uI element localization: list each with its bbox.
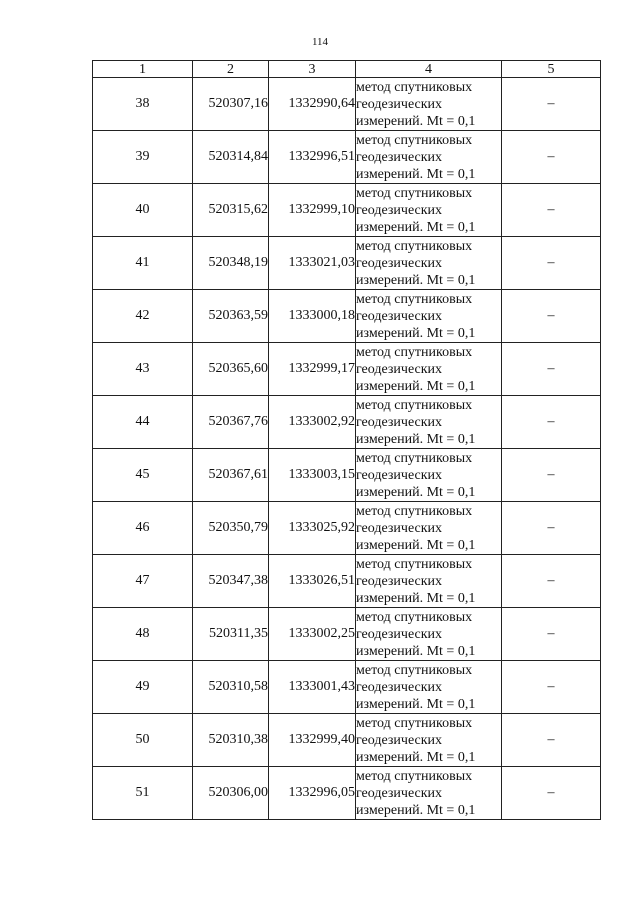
y-coordinate-cell: 1333026,51 xyxy=(269,555,356,608)
y-coordinate-cell: 1333003,15 xyxy=(269,449,356,502)
table-row xyxy=(93,714,601,767)
method-text-line: геодезических xyxy=(356,732,443,748)
column-5-cell: – xyxy=(502,290,601,343)
method-text-line: геодезических xyxy=(356,255,443,271)
column-5-cell: – xyxy=(502,396,601,449)
method-text-line: метод спутниковых xyxy=(356,291,473,307)
method-text-line: геодезических xyxy=(356,573,443,589)
x-coordinate-cell: 520310,58 xyxy=(193,661,269,714)
method-text-line: метод спутниковых xyxy=(356,768,473,784)
method-text-line: геодезических xyxy=(356,149,443,165)
method-text-line: метод спутниковых xyxy=(356,662,473,678)
method-text-line: измерений. Mt = 0,1 xyxy=(356,113,476,129)
method-text-line: геодезических xyxy=(356,361,443,377)
x-coordinate-cell: 520347,38 xyxy=(193,555,269,608)
method-text-line: измерений. Mt = 0,1 xyxy=(356,484,476,500)
method-text-line: измерений. Mt = 0,1 xyxy=(356,219,476,235)
column-5-cell: – xyxy=(502,449,601,502)
point-number-cell: 45 xyxy=(93,449,193,502)
point-number-cell: 48 xyxy=(93,608,193,661)
method-cell xyxy=(356,184,502,237)
x-coordinate-cell: 520365,60 xyxy=(193,343,269,396)
y-coordinate-cell: 1332996,05 xyxy=(269,767,356,820)
x-coordinate-cell: 520314,84 xyxy=(193,131,269,184)
method-text-line: измерений. Mt = 0,1 xyxy=(356,325,476,341)
point-number-cell: 42 xyxy=(93,290,193,343)
column-5-cell: – xyxy=(502,661,601,714)
x-coordinate-cell: 520310,38 xyxy=(193,714,269,767)
method-cell xyxy=(356,502,502,555)
method-cell xyxy=(356,767,502,820)
column-header-2: 2 xyxy=(193,61,269,78)
table-header-row xyxy=(93,61,601,78)
method-text-line: измерений. Mt = 0,1 xyxy=(356,378,476,394)
point-number-cell: 40 xyxy=(93,184,193,237)
method-cell xyxy=(356,555,502,608)
method-text-line: измерений. Mt = 0,1 xyxy=(356,590,476,606)
x-coordinate-cell: 520306,00 xyxy=(193,767,269,820)
point-number-cell: 39 xyxy=(93,131,193,184)
column-5-cell: – xyxy=(502,184,601,237)
method-text-line: метод спутниковых xyxy=(356,185,473,201)
y-coordinate-cell: 1332999,17 xyxy=(269,343,356,396)
method-text-line: измерений. Mt = 0,1 xyxy=(356,802,476,818)
method-text-line: геодезических xyxy=(356,467,443,483)
column-5-cell: – xyxy=(502,608,601,661)
table-row xyxy=(93,449,601,502)
method-cell xyxy=(356,131,502,184)
point-number-cell: 41 xyxy=(93,237,193,290)
table-body xyxy=(93,78,601,820)
method-text-line: геодезических xyxy=(356,414,443,430)
table-row xyxy=(93,78,601,131)
table-row xyxy=(93,608,601,661)
y-coordinate-cell: 1333000,18 xyxy=(269,290,356,343)
point-number-cell: 47 xyxy=(93,555,193,608)
method-text-line: измерений. Mt = 0,1 xyxy=(356,643,476,659)
point-number-cell: 43 xyxy=(93,343,193,396)
method-text-line: метод спутниковых xyxy=(356,344,473,360)
x-coordinate-cell: 520311,35 xyxy=(193,608,269,661)
table-row xyxy=(93,237,601,290)
x-coordinate-cell: 520367,61 xyxy=(193,449,269,502)
method-text-line: геодезических xyxy=(356,679,443,695)
x-coordinate-cell: 520348,19 xyxy=(193,237,269,290)
method-cell xyxy=(356,78,502,131)
table-row xyxy=(93,661,601,714)
method-text-line: метод спутниковых xyxy=(356,450,473,466)
method-text-line: метод спутниковых xyxy=(356,397,473,413)
x-coordinate-cell: 520307,16 xyxy=(193,78,269,131)
column-5-cell: – xyxy=(502,502,601,555)
column-5-cell: – xyxy=(502,78,601,131)
x-coordinate-cell: 520350,79 xyxy=(193,502,269,555)
table-row xyxy=(93,131,601,184)
y-coordinate-cell: 1332999,10 xyxy=(269,184,356,237)
method-cell xyxy=(356,449,502,502)
method-cell xyxy=(356,237,502,290)
y-coordinate-cell: 1333002,25 xyxy=(269,608,356,661)
table-row xyxy=(93,343,601,396)
method-text-line: метод спутниковых xyxy=(356,556,473,572)
method-text-line: метод спутниковых xyxy=(356,238,473,254)
table-row xyxy=(93,184,601,237)
column-5-cell: – xyxy=(502,343,601,396)
page-number: 114 xyxy=(311,36,329,48)
method-text-line: геодезических xyxy=(356,520,443,536)
y-coordinate-cell: 1332996,51 xyxy=(269,131,356,184)
method-text-line: метод спутниковых xyxy=(356,609,473,625)
method-cell xyxy=(356,343,502,396)
column-5-cell: – xyxy=(502,555,601,608)
x-coordinate-cell: 520367,76 xyxy=(193,396,269,449)
point-number-cell: 51 xyxy=(93,767,193,820)
column-5-cell: – xyxy=(502,237,601,290)
method-text-line: геодезических xyxy=(356,96,443,112)
y-coordinate-cell: 1332999,40 xyxy=(269,714,356,767)
method-cell xyxy=(356,396,502,449)
column-5-cell: – xyxy=(502,767,601,820)
method-text-line: геодезических xyxy=(356,785,443,801)
method-text-line: измерений. Mt = 0,1 xyxy=(356,749,476,765)
point-number-cell: 50 xyxy=(93,714,193,767)
method-text-line: метод спутниковых xyxy=(356,79,473,95)
method-text-line: измерений. Mt = 0,1 xyxy=(356,166,476,182)
method-cell xyxy=(356,714,502,767)
point-number-cell: 38 xyxy=(93,78,193,131)
table-row xyxy=(93,767,601,820)
x-coordinate-cell: 520315,62 xyxy=(193,184,269,237)
method-text-line: геодезических xyxy=(356,202,443,218)
method-text-line: измерений. Mt = 0,1 xyxy=(356,431,476,447)
x-coordinate-cell: 520363,59 xyxy=(193,290,269,343)
y-coordinate-cell: 1333001,43 xyxy=(269,661,356,714)
column-header-5: 5 xyxy=(502,61,601,78)
table-row xyxy=(93,555,601,608)
method-text-line: метод спутниковых xyxy=(356,715,473,731)
y-coordinate-cell: 1333025,92 xyxy=(269,502,356,555)
table-row xyxy=(93,290,601,343)
table-row xyxy=(93,502,601,555)
column-header-1: 1 xyxy=(93,61,193,78)
coordinates-table xyxy=(92,60,601,820)
method-text-line: измерений. Mt = 0,1 xyxy=(356,696,476,712)
point-number-cell: 46 xyxy=(93,502,193,555)
method-text-line: геодезических xyxy=(356,626,443,642)
y-coordinate-cell: 1333002,92 xyxy=(269,396,356,449)
y-coordinate-cell: 1333021,03 xyxy=(269,237,356,290)
method-text-line: метод спутниковых xyxy=(356,132,473,148)
method-cell xyxy=(356,661,502,714)
method-text-line: измерений. Mt = 0,1 xyxy=(356,537,476,553)
method-cell xyxy=(356,290,502,343)
method-cell xyxy=(356,608,502,661)
column-header-3: 3 xyxy=(269,61,356,78)
point-number-cell: 44 xyxy=(93,396,193,449)
method-text-line: геодезических xyxy=(356,308,443,324)
table-row xyxy=(93,396,601,449)
method-text-line: измерений. Mt = 0,1 xyxy=(356,272,476,288)
column-5-cell: – xyxy=(502,131,601,184)
column-5-cell: – xyxy=(502,714,601,767)
point-number-cell: 49 xyxy=(93,661,193,714)
column-header-4: 4 xyxy=(356,61,502,78)
method-text-line: метод спутниковых xyxy=(356,503,473,519)
y-coordinate-cell: 1332990,64 xyxy=(269,78,356,131)
